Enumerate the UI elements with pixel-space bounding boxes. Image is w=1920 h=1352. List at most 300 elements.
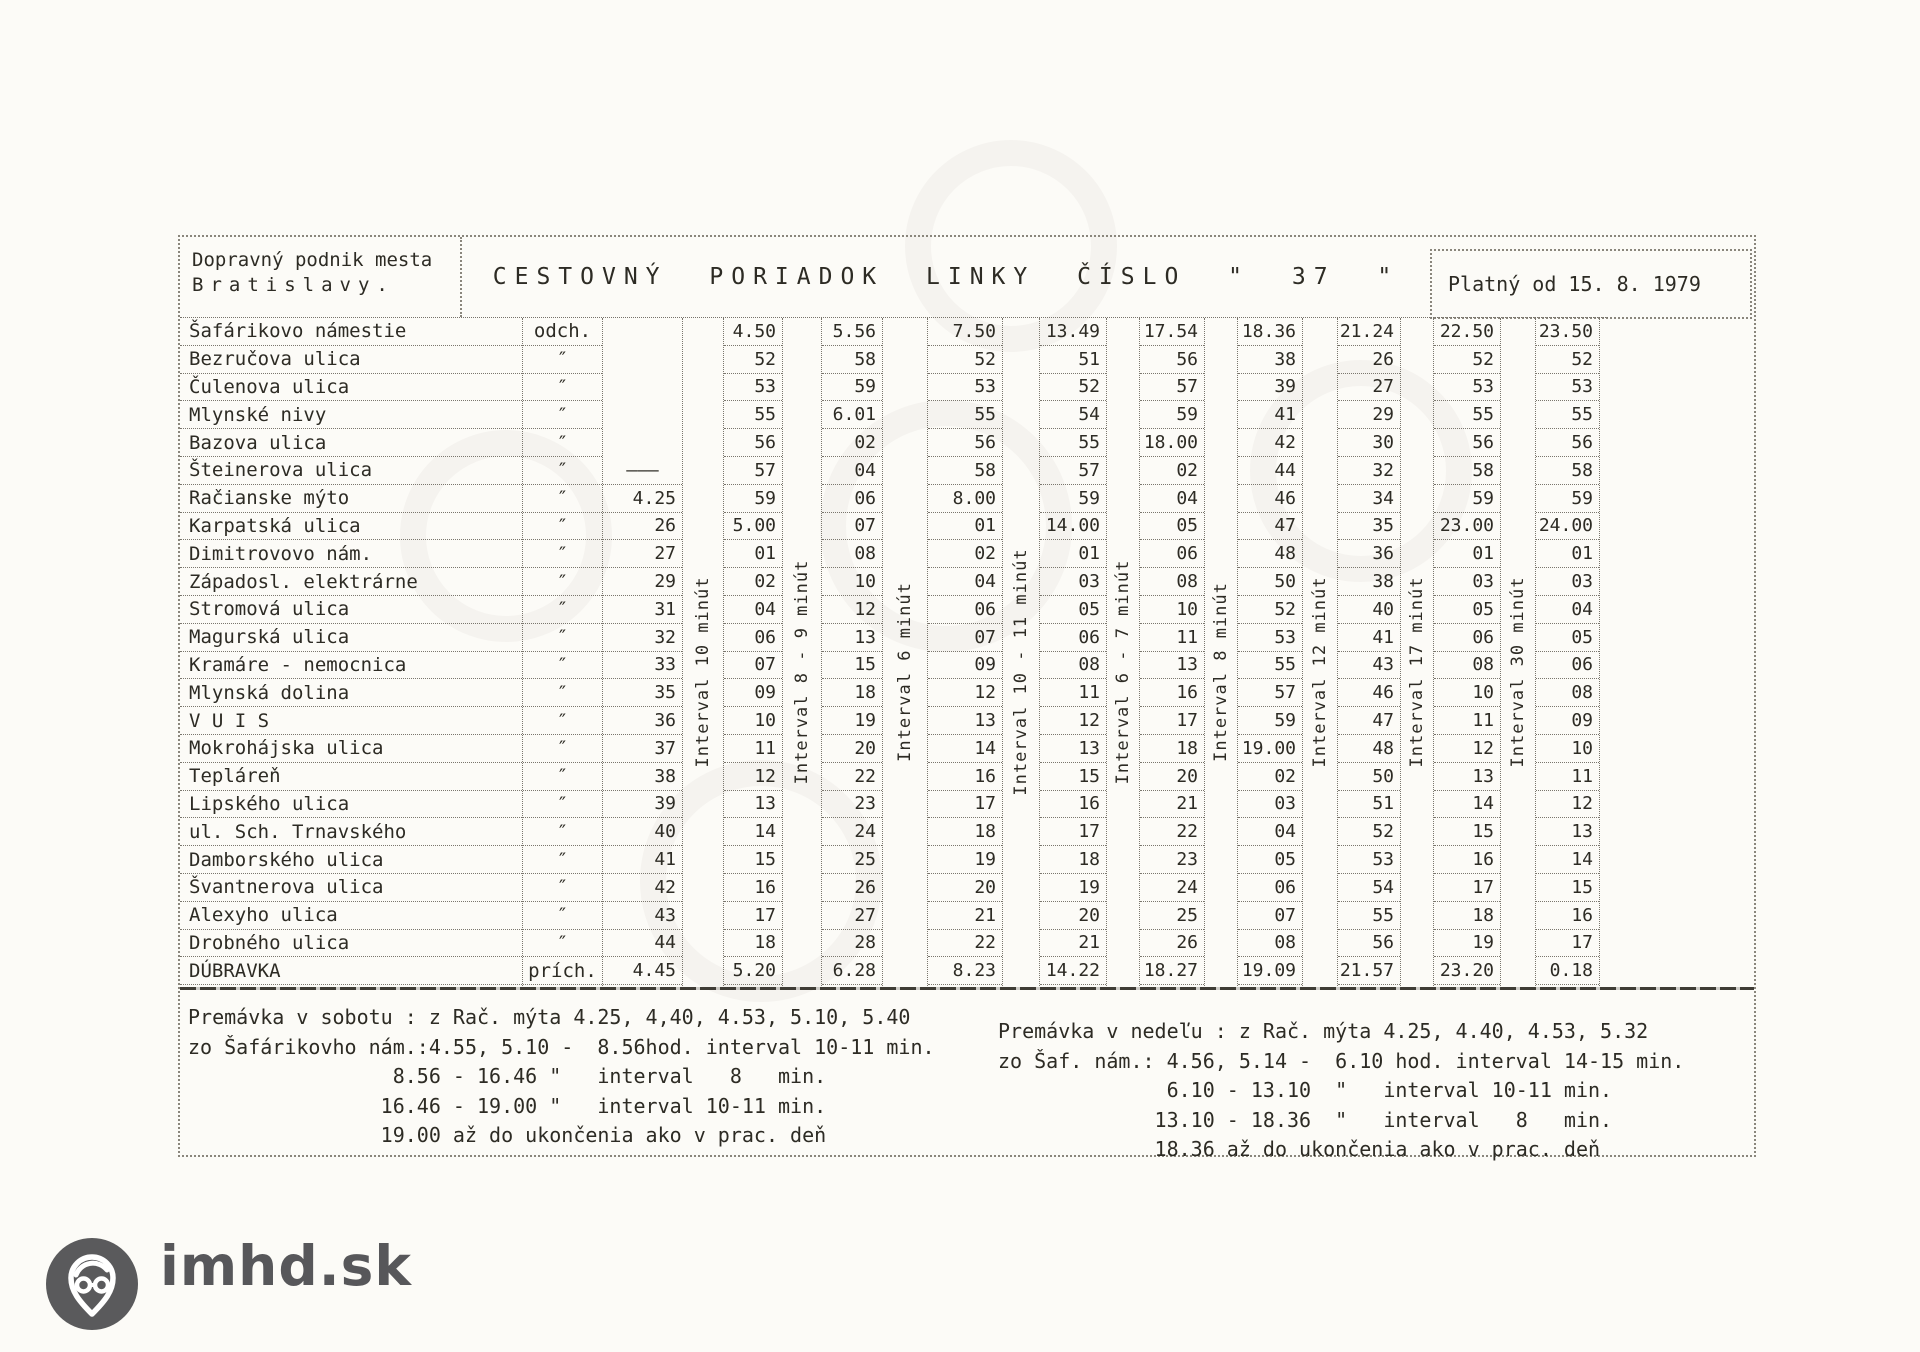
station-name-cell: DÚBRAVKA [180,957,522,985]
time-cell: 13 [1040,735,1106,763]
time-cell: 05 [1434,596,1500,624]
time-cell: 20 [1140,763,1204,791]
interval-strip [1106,318,1140,986]
interval-label: Interval 8 - 9 minút [792,559,812,785]
time-cell: 36 [603,707,682,735]
departure-mark-cell: ″ [523,902,602,930]
time-cell: 06 [928,596,1002,624]
time-cell: 14.00 [1040,513,1106,541]
interval-strip [1500,318,1536,986]
station-name-cell: Stromová ulica [180,596,522,624]
time-cell: 53 [724,374,782,402]
time-cell: 48 [1338,735,1400,763]
time-cell: 54 [1338,874,1400,902]
time-cell: 53 [1238,624,1302,652]
time-cell: 42 [1238,429,1302,457]
time-cell: 14 [1434,791,1500,819]
time-cell [603,318,682,346]
time-cell: 07 [724,652,782,680]
time-cell: 06 [1434,624,1500,652]
time-cell: 17 [928,791,1002,819]
time-cell: 18.36 [1238,318,1302,346]
time-cell: 43 [1338,652,1400,680]
time-cell: 06 [822,485,882,513]
time-cell: 08 [1434,652,1500,680]
time-cell: 21 [1140,791,1204,819]
time-cell: 27 [822,902,882,930]
note-line: 16.46 - 19.00 " interval 10-11 min. [188,1093,827,1118]
departure-mark-cell: ″ [523,874,602,902]
time-cell: 27 [603,540,682,568]
time-cell: 09 [928,652,1002,680]
time-cell: 19.00 [1238,735,1302,763]
time-cell: 16 [724,874,782,902]
company-line2: Bratislavy. [192,274,395,296]
time-cell: 38 [1338,568,1400,596]
time-cell: 06 [1040,624,1106,652]
departure-mark-cell: ″ [523,401,602,429]
validity-text: Platný od 15. 8. 1979 [1448,272,1701,296]
time-cell: 53 [1338,846,1400,874]
time-cell: 54 [1040,401,1106,429]
time-cell: 10 [822,568,882,596]
time-cell: 57 [724,457,782,485]
grid-column [522,318,602,986]
time-cell: 59 [1040,485,1106,513]
station-name-cell: Drobného ulica [180,930,522,958]
grid-column [724,318,782,986]
station-name-cell: Račianske mýto [180,485,522,513]
departure-mark-cell: ″ [523,429,602,457]
station-name-cell: V U I S [180,707,522,735]
grid-column [1338,318,1400,986]
time-cell: 14 [1536,846,1599,874]
time-cell: 01 [1536,540,1599,568]
time-cell: 58 [1434,457,1500,485]
time-cell: 16 [928,763,1002,791]
time-cell: 13 [822,624,882,652]
time-cell: 0.18 [1536,957,1599,985]
time-cell: 8.23 [928,957,1002,985]
station-name-cell: Západosl. elektrárne [180,568,522,596]
time-cell: 4.25 [603,485,682,513]
grid-column [1536,318,1600,986]
time-cell: 44 [603,930,682,958]
time-cell: 19.09 [1238,957,1302,985]
note-line: 13.10 - 18.36 " interval 8 min. [998,1107,1613,1132]
time-cell: 11 [724,735,782,763]
time-cell: 08 [1536,679,1599,707]
time-cell: 18 [1040,846,1106,874]
timetable-document [178,235,1756,1161]
time-cell: 16 [1140,679,1204,707]
time-cell: 03 [1434,568,1500,596]
time-cell: 6.01 [822,401,882,429]
station-name-cell: Šteinerova ulica [180,457,522,485]
time-cell: 22 [1140,818,1204,846]
time-cell: 26 [1140,930,1204,958]
note-line: 19.00 až do ukončenia ako v prac. deň [188,1123,827,1147]
departure-mark-cell: ″ [523,818,602,846]
time-cell: 09 [724,679,782,707]
time-cell: 23 [1140,846,1204,874]
time-cell: 07 [822,513,882,541]
validity-box [1430,249,1752,319]
time-cell: 53 [928,374,1002,402]
time-cell: 12 [928,679,1002,707]
departure-mark-cell: prích. [523,957,602,985]
time-cell: 57 [1238,679,1302,707]
grid-column [602,318,682,986]
grid-column [1238,318,1302,986]
time-cell: 33 [603,652,682,680]
time-cell: 39 [1238,374,1302,402]
time-cell: 35 [603,679,682,707]
station-name-cell: Švantnerova ulica [180,874,522,902]
interval-strip [882,318,928,986]
time-cell: 52 [1338,818,1400,846]
time-cell: 12 [1040,707,1106,735]
time-cell: 25 [822,846,882,874]
time-cell: 56 [1338,930,1400,958]
note-line: 6.10 - 13.10 " interval 10-11 min. [998,1078,1613,1102]
time-cell: 13 [928,707,1002,735]
time-cell: 31 [603,596,682,624]
time-cell: 47 [1238,513,1302,541]
time-cell: 10 [724,707,782,735]
time-cell: 06 [1536,652,1599,680]
time-cell: 23.50 [1536,318,1599,346]
time-cell: 11 [1140,624,1204,652]
time-cell: 34 [1338,485,1400,513]
time-cell: 30 [1338,429,1400,457]
interval-label: Interval 10 minút [693,576,713,768]
time-cell: 56 [1434,429,1500,457]
time-cell: 18.00 [1140,429,1204,457]
time-cell: 17 [1140,707,1204,735]
time-cell: 55 [928,401,1002,429]
time-cell: 15 [1434,818,1500,846]
time-cell: 08 [1040,652,1106,680]
time-cell: 17 [1434,874,1500,902]
time-cell: 23.20 [1434,957,1500,985]
time-cell: 15 [1040,763,1106,791]
station-name-cell: ul. Sch. Trnavského [180,818,522,846]
grid-column [1434,318,1500,986]
grid-column [1140,318,1204,986]
time-cell: 5.56 [822,318,882,346]
time-cell: 04 [928,568,1002,596]
departure-mark-cell: ″ [523,652,602,680]
time-cell: 58 [1536,457,1599,485]
departure-mark-cell: ″ [523,513,602,541]
time-cell: 06 [724,624,782,652]
departure-mark-cell: ″ [523,846,602,874]
time-cell: 02 [928,540,1002,568]
time-cell: 01 [724,540,782,568]
time-cell: 23 [822,791,882,819]
time-cell: 59 [1536,485,1599,513]
time-cell: 55 [1238,652,1302,680]
time-cell: 10 [1140,596,1204,624]
interval-strip [1400,318,1434,986]
time-cell [603,346,682,374]
time-cell: 12 [822,596,882,624]
time-cell: 26 [1338,346,1400,374]
time-cell: 05 [1536,624,1599,652]
time-cell: 18 [724,930,782,958]
time-cell: 14.22 [1040,957,1106,985]
departure-mark-cell: ″ [523,763,602,791]
note-line: zo Šaf. nám.: 4.56, 5.14 - 6.10 hod. interval 14-15 min. [998,1048,1685,1073]
time-cell: 18 [822,679,882,707]
time-cell: 58 [928,457,1002,485]
time-cell: 53 [1434,374,1500,402]
time-cell: 18 [928,818,1002,846]
time-cell: 21 [1040,930,1106,958]
imhd-pin-bus-icon [46,1238,138,1330]
departure-mark-cell: ″ [523,791,602,819]
time-cell: 4.45 [603,957,682,985]
time-cell: 15 [1536,874,1599,902]
time-cell: 16 [1434,846,1500,874]
time-cell: 13 [1536,818,1599,846]
time-cell: 12 [724,763,782,791]
time-cell: 47 [1338,707,1400,735]
grid-column [180,318,522,986]
time-cell: 22.50 [1434,318,1500,346]
time-cell: 01 [1434,540,1500,568]
departure-mark-cell: ″ [523,624,602,652]
time-cell: 06 [1140,540,1204,568]
time-cell: 55 [1040,429,1106,457]
time-cell: 05 [1140,513,1204,541]
time-cell: 38 [1238,346,1302,374]
interval-strip [1302,318,1338,986]
time-cell: 6.28 [822,957,882,985]
time-cell: 05 [1040,596,1106,624]
time-cell: 16 [1536,902,1599,930]
time-cell: 57 [1140,374,1204,402]
imhd-logo [46,1234,412,1330]
time-cell: 29 [603,568,682,596]
interval-label: Interval 6 minút [895,582,915,762]
time-cell: 59 [1238,707,1302,735]
time-cell: 36 [1338,540,1400,568]
company-line1: Dopravný podnik mesta [192,249,433,271]
time-cell: 27 [1338,374,1400,402]
time-cell: 25 [1140,902,1204,930]
station-name-cell: Mokrohájska ulica [180,735,522,763]
time-cell: 41 [1338,624,1400,652]
time-cell: 18.27 [1140,957,1204,985]
time-cell: 51 [1040,346,1106,374]
time-cell: 50 [1238,568,1302,596]
grid-column [822,318,882,986]
time-cell: 15 [724,846,782,874]
departure-mark-cell: ″ [523,735,602,763]
time-cell: 20 [928,874,1002,902]
station-name-cell: Kramáre - nemocnica [180,652,522,680]
time-cell: 56 [724,429,782,457]
time-cell: 55 [1434,401,1500,429]
departure-mark-cell: ″ [523,930,602,958]
interval-label: Interval 6 - 7 minút [1113,559,1133,785]
time-cell: 02 [1140,457,1204,485]
time-cell [603,374,682,402]
station-name-cell: Bazova ulica [180,429,522,457]
table-bottom-rule [180,987,1754,990]
time-cell: 48 [1238,540,1302,568]
station-name-cell: Damborského ulica [180,846,522,874]
interval-label: Interval 30 minút [1508,576,1528,768]
time-cell: 56 [1140,346,1204,374]
time-cell: 52 [1040,374,1106,402]
time-cell: 40 [1338,596,1400,624]
page-title: CESTOVNÝ PORIADOK LINKY ČÍSLO " 37 " [492,264,1400,290]
sunday-notes [998,1017,1684,1165]
time-cell: 17 [724,902,782,930]
departure-mark-cell: ″ [523,540,602,568]
time-cell: ——— [603,457,682,485]
station-name-cell: Lipského ulica [180,791,522,819]
time-cell: 57 [1040,457,1106,485]
time-cell: 22 [928,930,1002,958]
time-cell: 50 [1338,763,1400,791]
time-cell: 56 [1536,429,1599,457]
time-cell: 52 [1536,346,1599,374]
time-cell: 01 [1040,540,1106,568]
time-cell: 04 [1140,485,1204,513]
time-cell: 5.00 [724,513,782,541]
departure-mark-cell: odch. [523,318,602,346]
time-cell: 40 [603,818,682,846]
time-cell: 03 [1238,791,1302,819]
time-cell: 46 [1238,485,1302,513]
time-cell: 59 [822,374,882,402]
time-cell: 39 [603,791,682,819]
time-cell: 23.00 [1434,513,1500,541]
station-name-cell: Mlynské nivy [180,401,522,429]
station-name-cell: Magurská ulica [180,624,522,652]
time-cell: 01 [928,513,1002,541]
time-cell: 26 [603,513,682,541]
time-cell: 41 [1238,401,1302,429]
time-cell: 24.00 [1536,513,1599,541]
time-cell: 18 [1140,735,1204,763]
station-name-cell: Alexyho ulica [180,902,522,930]
interval-label: Interval 8 minút [1211,582,1231,762]
time-cell: 10 [1536,735,1599,763]
time-cell: 38 [603,763,682,791]
station-name-cell: Čulenova ulica [180,374,522,402]
station-name-cell: Dimitrovovo nám. [180,540,522,568]
time-cell: 4.50 [724,318,782,346]
time-cell: 12 [1434,735,1500,763]
time-cell: 56 [928,429,1002,457]
time-cell: 28 [822,930,882,958]
imhd-logo-text: imhd.sk [160,1234,412,1298]
note-line: zo Šafárikovho nám.:4.55, 5.10 - 8.56hod. interval 10-11 min. [188,1034,935,1059]
time-cell: 14 [724,818,782,846]
time-cell: 59 [724,485,782,513]
saturday-notes [188,1003,935,1151]
note-line: 18.36 až do ukončenia ako v prac. deň [998,1137,1601,1161]
time-cell: 04 [1536,596,1599,624]
station-name-cell: Tepláreň [180,763,522,791]
time-cell: 07 [928,624,1002,652]
time-cell: 21.57 [1338,957,1400,985]
note-line: Premávka v sobotu : z Rač. mýta 4.25, 4,40, 4.53, 5.10, 5.40 [188,1005,911,1029]
time-cell: 7.50 [928,318,1002,346]
time-cell: 02 [1238,763,1302,791]
note-line: 8.56 - 16.46 " interval 8 min. [188,1064,827,1088]
time-cell: 04 [724,596,782,624]
time-cell: 13.49 [1040,318,1106,346]
time-cell: 42 [603,874,682,902]
time-cell: 21.24 [1338,318,1400,346]
time-cell: 14 [928,735,1002,763]
time-cell: 55 [1536,401,1599,429]
time-cell: 17.54 [1140,318,1204,346]
time-cell: 16 [1040,791,1106,819]
time-cell: 52 [1238,596,1302,624]
time-cell: 19 [822,707,882,735]
time-cell: 59 [1434,485,1500,513]
time-cell: 09 [1536,707,1599,735]
interval-strip [782,318,822,986]
time-cell: 46 [1338,679,1400,707]
time-cell: 11 [1040,679,1106,707]
time-cell [603,401,682,429]
time-cell: 24 [822,818,882,846]
time-cell: 59 [1140,401,1204,429]
grid-column [928,318,1002,986]
time-cell: 03 [1536,568,1599,596]
interval-strip [1002,318,1040,986]
time-cell: 07 [1238,902,1302,930]
time-cell: 03 [1040,568,1106,596]
time-cell: 05 [1238,846,1302,874]
interval-label: Interval 17 minút [1407,576,1427,768]
interval-label: Interval 12 minút [1310,576,1330,768]
time-cell: 53 [1536,374,1599,402]
station-name-cell: Bezručova ulica [180,346,522,374]
time-cell: 32 [603,624,682,652]
time-cell: 21 [928,902,1002,930]
time-cell: 5.20 [724,957,782,985]
timetable-grid [180,317,1608,986]
time-cell: 04 [822,457,882,485]
time-cell: 13 [1140,652,1204,680]
time-cell: 04 [1238,818,1302,846]
time-cell: 20 [822,735,882,763]
time-cell: 12 [1536,791,1599,819]
time-cell: 55 [724,401,782,429]
time-cell: 51 [1338,791,1400,819]
time-cell: 55 [1338,902,1400,930]
departure-mark-cell: ″ [523,457,602,485]
time-cell: 08 [1238,930,1302,958]
time-cell: 19 [1434,930,1500,958]
interval-strip [1204,318,1238,986]
time-cell: 22 [822,763,882,791]
departure-mark-cell: ″ [523,346,602,374]
time-cell: 02 [724,568,782,596]
interval-label: Interval 10 - 11 minút [1011,548,1031,796]
time-cell: 06 [1238,874,1302,902]
departure-mark-cell: ″ [523,707,602,735]
